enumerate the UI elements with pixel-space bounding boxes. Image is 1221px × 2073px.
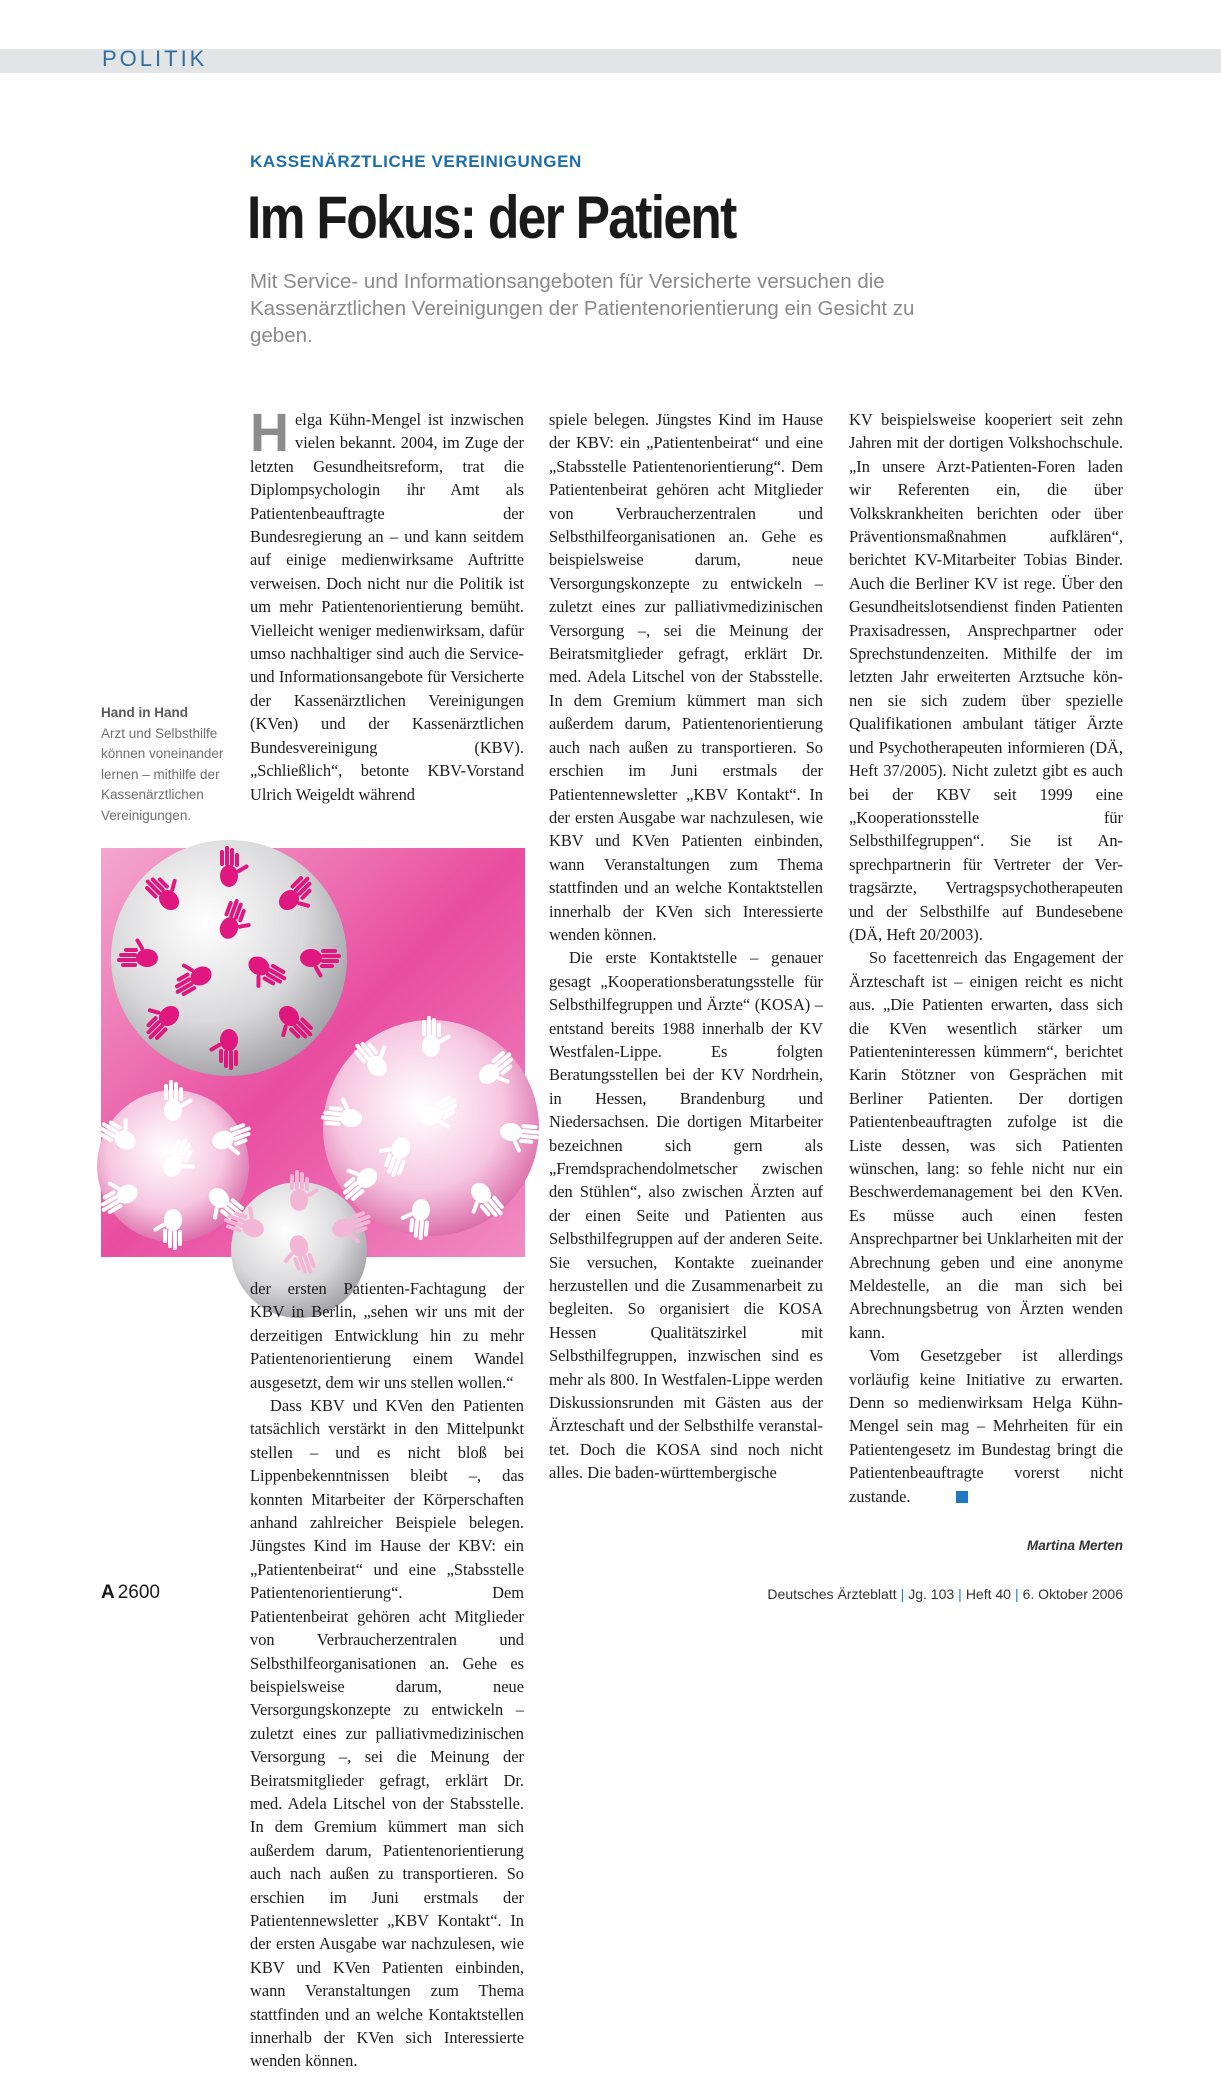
paragraph-3-continued: KV beispielsweise kooperiert seit zehn Jahren mit der dortigen Volkshochschule. „In unsere Arzt-Patienten-Foren laden wir Referenten ein, die über Volkskrankheiten berichten oder über Präventionsmaßnahmen aufklären“, berichtet KV-Mitarbeiter Tobias Binder. Auch die Berliner KV ist rege. Über den Gesundheitslotsendienst finden Patienten Praxisadressen, Ansprechpartner oder Sprechstundenzeiten. Mithilfe der im letzten Jahr erweiterten Arztsuche können sie sich zudem über spezielle Qualifikationen ambulant tätiger Ärzte und Psychotherapeuten informieren (DÄ, Heft 37/2005). Nicht zuletzt gibt es auch bei der KBV seit 1999 eine „Kooperationsstelle für Selbsthilfegruppen“. Sie ist Ansprechpartnerin für Vertreter der Vertragsärzte, Vertragspsychotherapeuten und der Selbsthilfe auf Bundesebene (DÄ, Heft 20/2003).: [849, 410, 1123, 944]
square-endmark-icon: [956, 1491, 968, 1503]
separator: |: [1014, 1586, 1019, 1602]
issue: Heft 40: [965, 1586, 1011, 1602]
paragraph-5-text: Vom Gesetzgeber ist allerdings vorläufig keine Initiative zu erwarten. Denn so medienwirksam Helga Kühn-Mengel sein mag – Mehrheiten für ein Patientengesetz im Bundestag bringt die Patientenbeauftragte vorerst nicht zustande.: [849, 1346, 1123, 1506]
article-column-1-continued: [250, 1277, 524, 2071]
footer-publication-info: [767, 1586, 1123, 1602]
author-name: Martina Merten: [1026, 1538, 1123, 1553]
image-caption: [101, 703, 241, 826]
paragraph-4: So facettenreich das Engagement der Ärzteschaft ist – einigen reicht es nicht aus. „Die Patienten erwarten, dass sich die KVen wesentlich stärker um Patienteninteressen kümmern“, berichtet Karin Stötzner von Gesprächen mit Berliner Patienten. Der dortigen Patientenbeauftragten zufolge ist die Liste dessen, was sich Patienten wünschen, lang: so fehle nicht nur ein Beschwerdemanagement bei den KVen. Es müsse auch einen festen Ansprechpartner bei Unklarheiten mit der Abrechnung geben und eine anonyme Meldestelle, an die man sich bei Abrechnungsbetrug von Ärzten wenden kann.: [849, 948, 1123, 1342]
caption-text: Arzt und Selbsthilfe können voneinander lernen – mithilfe der Kassenärztlichen Vereinigungen.: [101, 725, 224, 823]
paragraph-2-continued: spiele belegen. Jüngstes Kind im Hause der KBV: ein „Patientenbeirat“ und eine „Stabsstelle Patientenorientierung“. Dem Patientenbeirat gehören acht Mitglieder von Verbraucherzentralen und Selbsthilfeorganisationen an. Gehe es beispielsweise darum, neue Versorgungskonzepte zu entwickeln – zuletzt eines zur palliativmedizinischen Versorgung –, sei die Meinung der Beiratsmitglieder gefragt, erklärt Dr. med. Adela Litschel von der Stabsstelle. In dem Gremium kümmert man sich außerdem darum, Patientenorientierung auch nach außen zu transportieren. So erschien im Juni erstmals der Patientennewsletter „KBV Kontakt“. In der ersten Ausgabe war nachzulesen, wie KBV und KVen Patienten einbinden, wann Veranstaltungen zum Thema stattfinden und an welche Kontaktstellen innerhalb der KVen sich Interessierte wenden können.: [549, 410, 823, 944]
article-column-3: [849, 408, 1123, 1508]
hands-illustration: [101, 848, 525, 1257]
page-number: [101, 1582, 160, 1604]
article-column-2: [549, 408, 823, 1485]
separator: |: [958, 1586, 962, 1602]
page-number-value: 2600: [117, 1582, 161, 1603]
volume: Jg. 103: [908, 1586, 955, 1602]
section-label: POLITIK: [102, 46, 208, 71]
paragraph-1: [250, 403, 524, 806]
separator: |: [900, 1586, 905, 1602]
paragraph-1-continued: der ersten Patienten-Fachtagung der KBV in Berlin, „sehen wir uns mit der derzeitigen Entwicklung hin zu mehr Patientenorientierung einem Wandel ausgesetzt, dem wir uns stellen wollen.“: [250, 1279, 524, 1392]
article-title: Im Fokus: der Patient: [247, 184, 736, 251]
caption-title: Hand in Hand: [101, 705, 188, 720]
paragraph-3: Die erste Kontaktstelle – genauer gesagt „Kooperationsberatungsstelle für Selbsthilfegruppen und Ärzte“ (KOSA) – entstand bereits 1988 innerhalb der KV Westfalen-Lippe. Es folgten Beratungsstellen bei der KV Nordrhein, in Hessen, Brandenburg und Niedersachsen. Die dortigen Mitarbeiter bezeichnen sich gern als „Fremdsprachendolmetscher zwischen den Stühlen“, also zwischen Ärzten auf der einen Seite und Patienten aus Selbsthilfegruppen auf der anderen Seite. Sie versuchen, Kontakte zueinander herzustellen und die Zusammenarbeit zu begleiten. So organisiert die KOSA Hessen Qualitätszirkel mit Selbsthilfegruppen, inzwischen sind es mehr als 800. In Westfalen-Lippe werden Diskussionsrunden mit Gästen aus der Ärzteschaft und der Selbsthilfe veranstaltet. Doch die KOSA sind noch nicht alles. Die baden-württembergische: [549, 948, 823, 1483]
page-prefix: A: [101, 1582, 115, 1603]
paragraph-2: Dass KBV und KVen den Patienten tatsächlich verstärkt in den Mittelpunkt stellen – und es nicht bloß bei Lippenbekenntnissen bleibt –, das konnten Mitarbeiter der Körperschaften anhand zahlreicher Beispiele belegen. Jüngstes Kind im Hause der KBV: ein „Patientenbeirat“ und eine „Stabsstelle Patientenorientierung“. Dem Patientenbeirat gehören acht Mitglieder von Verbraucherzentralen und Selbsthilfeorganisationen an. Gehe es beispielsweise darum, neue Versorgungskonzepte zu entwickeln – zuletzt eines zur palliativmedizinischen Versorgung –, sei die Meinung der Beiratsmitglieder gefragt, erklärt Dr. med. Adela Litschel von der Stabsstelle. In dem Gremium kümmert man sich außerdem darum, Patientenorientierung auch nach außen zu transportieren. So erschien im Juni erstmals der Patientennewsletter „KBV Kontakt“. In der ersten Ausgabe war nachzulesen, wie KBV und KVen Patienten einbinden, wann Veranstaltungen zum Thema stattfinden und an welche Kontaktstellen innerhalb der KVen sich Interessierte wenden können.: [250, 1396, 524, 2071]
article-column-1: [250, 403, 524, 806]
article-lead: Mit Service- und Informationsangeboten für Versicherte versuchen die Kassenärztlichen Vereinigungen der Patientenorientierung ein Gesicht zu geben.: [250, 270, 915, 347]
issue-date: 6. Oktober 2006: [1022, 1586, 1123, 1602]
paragraph-1-text: elga Kühn-Mengel ist inzwischen vielen bekannt. 2004, im Zuge der letzten Gesundheitsreform, trat die Diplompsychologin ihr Amt als Patientenbeauftragte der Bundesregierung an – und kann seitdem auf einige medienwirksame Auftritte verweisen. Doch nicht nur die Politik ist um mehr Patientenorientierung bemüht. Vielleicht weniger medienwirksam, dafür umso nachhaltiger sind auch die Service- und Informationsangebote für Versicherte der Kassenärztlichen Vereinigungen (KVen) und der Kassenärztlichen Bundesvereinigung (KBV). „Schließlich“, betonte KBV-Vorstand Ulrich Weigeldt während: [250, 410, 524, 804]
paragraph-5: [849, 1344, 1123, 1508]
publication-name: Deutsches Ärzteblatt: [767, 1586, 897, 1602]
dropcap: H: [250, 403, 289, 463]
article-kicker: KASSENÄRZTLICHE VEREINIGUNGEN: [250, 152, 582, 171]
